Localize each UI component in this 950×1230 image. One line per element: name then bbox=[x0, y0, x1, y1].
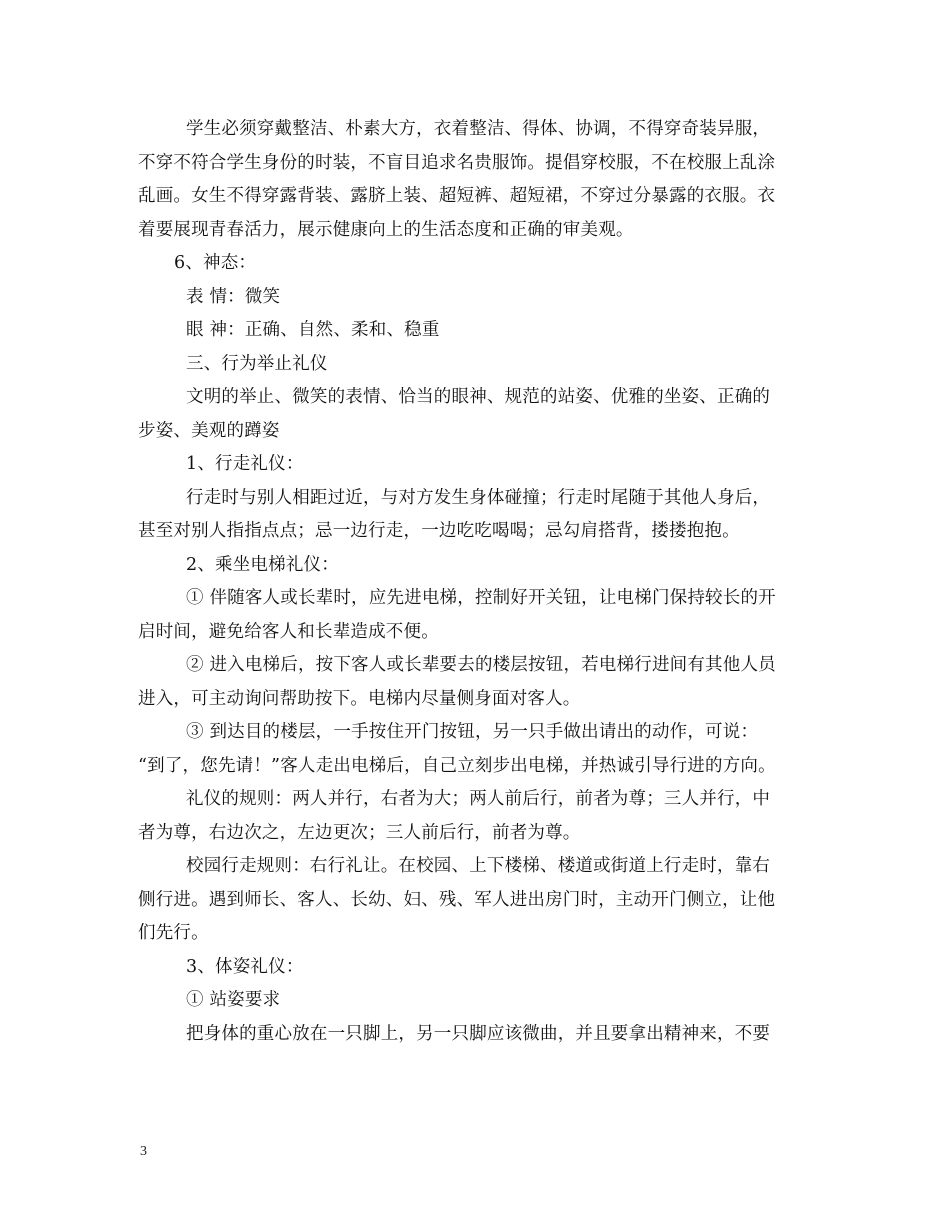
paragraph-line: 礼仪的规则：两人并行，右者为大；两人前后行，前者为尊；三人并行，中 bbox=[186, 789, 771, 809]
paragraph-line: 们先行。 bbox=[138, 923, 209, 943]
paragraph-line: 学生必须穿戴整洁、朴素大方，衣着整洁、得体、协调，不得穿奇装异服， bbox=[186, 119, 771, 139]
paragraph-line: 表 情：微笑 bbox=[186, 286, 281, 307]
paragraph-line: “到了，您先请！”客人走出电梯后，自己立刻步出电梯，并热诚引导行进的方向。 bbox=[138, 755, 776, 776]
body-text bbox=[138, 113, 818, 1051]
paragraph-line: 把身体的重心放在一只脚上，另一只脚应该微曲，并且要拿出精神来，不要 bbox=[186, 1023, 771, 1044]
section-heading: 2、乘坐电梯礼仪： bbox=[186, 554, 339, 575]
paragraph-line: 乱画。女生不得穿露背装、露脐上装、超短裤、超短裙，不穿过分暴露的衣服。衣 bbox=[138, 186, 776, 206]
paragraph-line: 步姿、美观的蹲姿 bbox=[138, 420, 280, 441]
paragraph-line: ① 伴随客人或长辈时，应先进电梯，控制好开关钮，让电梯门保持较长的开 bbox=[186, 588, 776, 608]
paragraph-line: 着要展现青春活力，展示健康向上的生活态度和正确的审美观。 bbox=[138, 219, 634, 240]
section-heading: 1、行走礼仪： bbox=[186, 454, 304, 474]
paragraph-line: ③ 到达目的楼层，一手按住开门按钮，另一只手做出请出的动作，可说： bbox=[186, 722, 759, 742]
section-heading: 6、神态： bbox=[174, 253, 257, 273]
section-heading: 三、行为举止礼仪 bbox=[186, 353, 328, 374]
paragraph-line: 甚至对别人指指点点；忌一边行走，一边吃吃喝喝；忌勾肩搭背，搂搂抱抱。 bbox=[138, 521, 740, 541]
paragraph-line: 行走时与别人相距过近，与对方发生身体碰撞；行走时尾随于其他人身后， bbox=[186, 487, 771, 508]
section-heading: 3、体姿礼仪： bbox=[186, 956, 304, 977]
paragraph-line: 侧行进。遇到师长、客人、长幼、妇、残、军人进出房门时，主动开门侧立，让他 bbox=[138, 889, 776, 910]
paragraph-line: 者为尊，右边次之，左边更次；三人前后行，前者为尊。 bbox=[138, 822, 581, 843]
paragraph-line: 进入，可主动询问帮助按下。电梯内尽量侧身面对客人。 bbox=[138, 688, 581, 709]
page-number: 3 bbox=[140, 1144, 147, 1159]
paragraph-line: 不穿不符合学生身份的时装，不盲目追求名贵服饰。提倡穿校服，不在校服上乱涂 bbox=[138, 152, 776, 173]
paragraph-line: 眼 神：正确、自然、柔和、稳重 bbox=[186, 320, 440, 340]
paragraph-line: ② 进入电梯后，按下客人或长辈要去的楼层按钮，若电梯行进间有其他人员 bbox=[186, 655, 776, 675]
paragraph-line: ① 站姿要求 bbox=[186, 990, 281, 1010]
paragraph-line: 校园行走规则：右行礼让。在校园、上下楼梯、楼道或街道上行走时，靠右 bbox=[186, 856, 771, 876]
paragraph-line: 启时间，避免给客人和长辈造成不便。 bbox=[138, 621, 439, 642]
paragraph-line: 文明的举止、微笑的表情、恰当的眼神、规范的站姿、优雅的坐姿、正确的 bbox=[186, 387, 771, 407]
